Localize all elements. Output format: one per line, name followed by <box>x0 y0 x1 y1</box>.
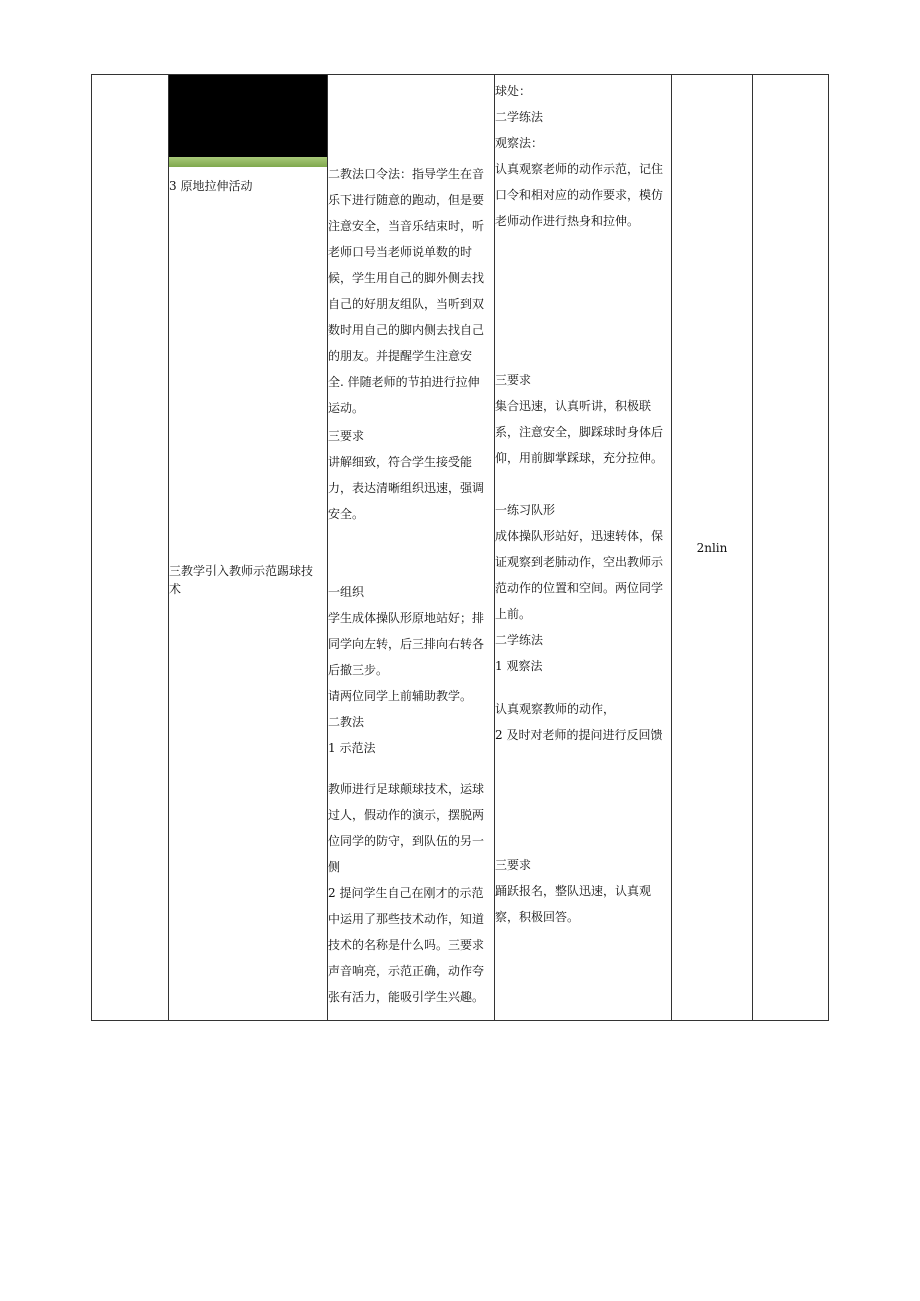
text-line: 集合迅速，认真听讲，积极联 <box>495 399 652 413</box>
teacher-method-block <box>328 161 494 421</box>
text-line: 二教法口令法：指导学生在音 <box>328 167 485 181</box>
student-practice-block <box>495 78 671 234</box>
text-line: 数时用自己的脚内侧去找自己 <box>328 323 485 337</box>
text-line: 1 示范法 <box>328 741 376 755</box>
image-green-strip <box>169 157 327 167</box>
student-final-requirements-block <box>495 852 671 930</box>
text-line: 1 观察法 <box>495 659 543 673</box>
text-line: 候，学生用自己的脚外侧去找 <box>328 271 485 285</box>
text-line: 力，表达清晰组织迅速，强调 <box>328 481 485 495</box>
text-line: 一组织 <box>328 585 365 599</box>
text-line: 过人，假动作的演示，摆脱两 <box>328 808 485 822</box>
text-line: 学生成体操队形原地站好；排 <box>328 611 485 625</box>
text-line: 三要求 <box>495 373 532 387</box>
text-line: 讲解细致，符合学生接受能 <box>328 455 473 469</box>
text-line: 侧 <box>328 860 341 874</box>
text-line: 二学练法 <box>495 633 544 647</box>
teacher-organization-block <box>328 579 494 761</box>
text-line: 认真观察教师的动作， <box>495 702 616 716</box>
text-line: 认真观察老师的动作示范，记住 <box>495 162 664 176</box>
text-line: 张有活力，能吸引学生兴趣。 <box>328 990 485 1004</box>
text-line: 一练习队形 <box>495 503 556 517</box>
text-line: 技术的名称是什么吗。三要求 <box>328 938 485 952</box>
column-divider <box>168 75 169 1020</box>
text-line: 球处： <box>495 84 532 98</box>
teacher-demo-block <box>328 776 494 1010</box>
time-value: 2nlin <box>696 541 728 555</box>
student-formation-block <box>495 497 671 679</box>
text-line: 三要求 <box>495 858 532 872</box>
text-line: 注意安全，当音乐结束时，听 <box>328 219 485 233</box>
student-requirements-block <box>495 367 671 471</box>
text-line: 位同学的防守，到队伍的另一 <box>328 834 485 848</box>
text-line: 同学向左转，后三排向右转各 <box>328 637 485 651</box>
text-line: 中运用了那些技术动作，知道 <box>328 912 485 926</box>
text-line: 请两位同学上前辅助教学。 <box>328 689 473 703</box>
text-line: 老师口号当老师说单数的时 <box>328 245 473 259</box>
text-line: 自己的好朋友组队，当听到双 <box>328 297 485 311</box>
text-line: 安全。 <box>328 507 365 521</box>
text-line: 2 提问学生自己在刚才的示范 <box>328 886 484 900</box>
text-line: 上前。 <box>495 607 532 621</box>
text-line: 察，积极回答。 <box>495 910 580 924</box>
text-line: 全. 伴随老师的节拍进行拉伸 <box>328 375 480 389</box>
section-title-line: 术 <box>169 582 182 596</box>
text-line: 仰，用前脚掌踩球，充分拉伸。 <box>495 451 664 465</box>
text-line: 的朋友。并提醒学生注意安 <box>328 349 473 363</box>
teacher-requirements-block <box>328 423 494 527</box>
section-title-line: 三教学引入教师示范踢球技 <box>169 564 314 578</box>
text-line: 二学练法 <box>495 110 544 124</box>
text-line: 观察法： <box>495 136 544 150</box>
text-line: 教师进行足球颠球技术，运球 <box>328 782 485 796</box>
text-line: 系，注意安全，脚踩球时身体后 <box>495 425 664 439</box>
activity-section-3 <box>169 558 327 602</box>
text-line: 二教法 <box>328 715 365 729</box>
activity-label: 3 原地拉伸活动 <box>169 179 253 193</box>
demonstration-image <box>169 75 327 157</box>
text-line: 证观察到老肺动作，空出教师示 <box>495 555 664 569</box>
text-line: 口令和相对应的动作要求，模仿 <box>495 188 664 202</box>
text-line: 2 及时对老师的提问进行反回馈 <box>495 728 663 742</box>
student-observe-block <box>495 696 671 748</box>
text-line: 后撤三步。 <box>328 663 389 677</box>
text-line: 范动作的位置和空间。两位同学 <box>495 581 664 595</box>
text-line: 运动。 <box>328 401 365 415</box>
lesson-plan-table <box>91 74 829 1021</box>
column-divider <box>752 75 753 1020</box>
time-cell <box>672 535 752 561</box>
text-line: 声音响亮，示范正确，动作夸 <box>328 964 485 978</box>
text-line: 老师动作进行热身和拉伸。 <box>495 214 640 228</box>
text-line: 成体操队形站好，迅速转体，保 <box>495 529 664 543</box>
text-line: 三要求 <box>328 429 365 443</box>
text-line: 乐下进行随意的跑动，但是要 <box>328 193 485 207</box>
text-line: 踊跃报名，整队迅速，认真观 <box>495 884 652 898</box>
activity-item-stretch <box>169 173 327 199</box>
